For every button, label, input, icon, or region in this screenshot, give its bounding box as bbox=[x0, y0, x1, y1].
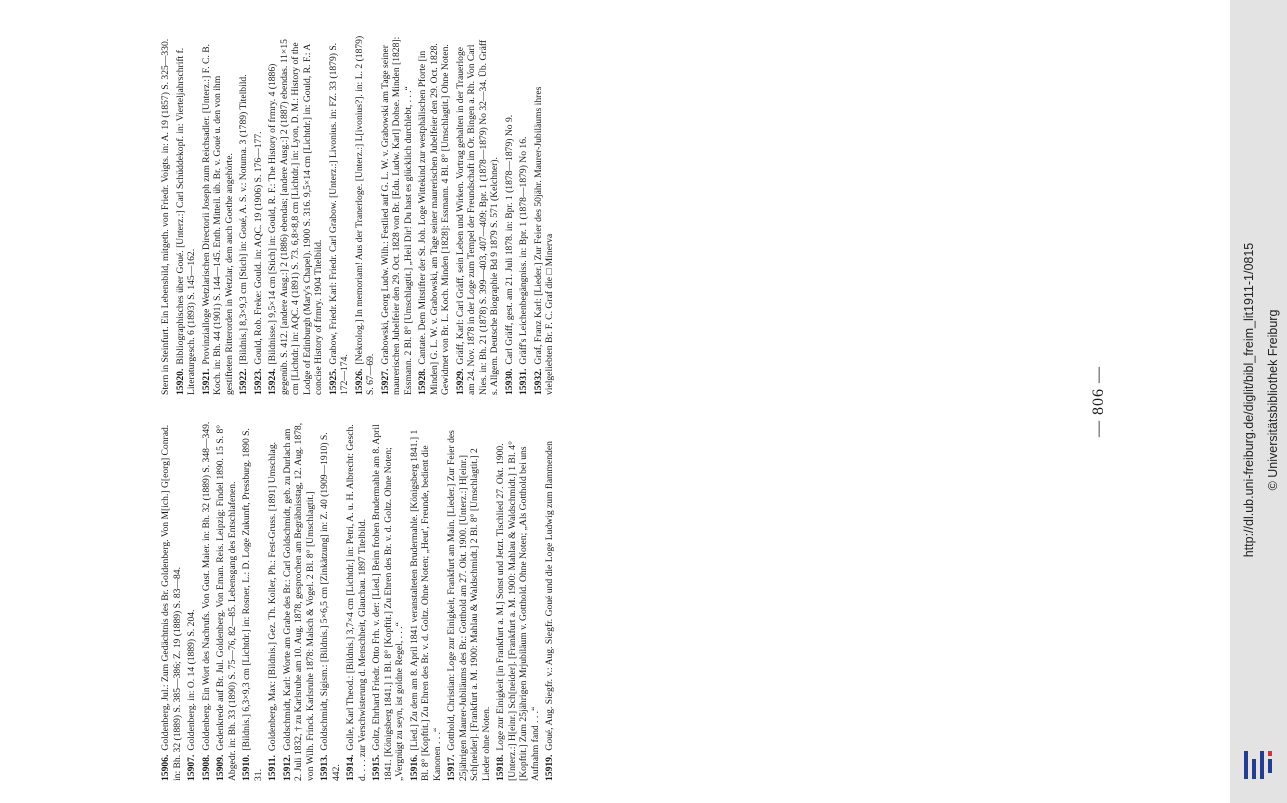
entry-text: Carl Gräff, gest. am 21. Juli 1878. in: Bpr. 1 (1878—1879) No 9. bbox=[503, 114, 515, 365]
entry-number: 15910. bbox=[241, 754, 252, 781]
entry-text: [Bildnisse.] 9,5×14 cm [Stich] in: Gould, R. F.: The History of frmry. 4 (1886) gegenüb. S. 412. [andere Ausg.:] 2 (1886) ebendas; [andere Ausg.:] 2 (1887) ebendas. 11×15 cm [Lichtdr.] in: AQC. 4 (1891) S. 73. 6,8×8,8 cm [Lichtdr.] in: Lyon, D. M.: History of the Lodge of Edinburgh (Mary's Chapel). 1900 S. 316. 9,5×14 cm [Lichtdr.] in: Gould, R. F.: A concise History of frmry. 1904 Titelbild. bbox=[267, 39, 324, 395]
bibliography-entry bbox=[238, 35, 250, 395]
entry-number: 15916. bbox=[408, 754, 420, 781]
entry-text: Provinzialloge Wetzlarischen Directorii Joseph zum Reichsadler. [Unterz.:] F. C. B. Koch. in: Bh. 44 (1901) S. 144—145. Enth. Mitteil. üb. Br. v. Goué u. den von ihm gestifteten Ritterorden in Wetzlar, dem auch Goethe angehörte. bbox=[200, 43, 235, 395]
entry-text: Gräff's Leichenbegängniss. in: Bpr. 1 (1878—1879) No 16. bbox=[518, 136, 529, 365]
entry-number: 15917. bbox=[446, 754, 457, 781]
entry-text: Gould, Rob. Freke: Gould. in: AQC. 19 (1906) S. 176—177. bbox=[252, 131, 264, 365]
entry-number: 15931. bbox=[518, 368, 529, 395]
entry-text: [Nekrolog.] In memoriam! Aus der Tranerloge. [Unterz.:] L[ivonius?]. in: L. 2 (1879) S. 67—69. bbox=[353, 35, 376, 395]
bibliography-entry bbox=[533, 35, 556, 395]
entry-text: Golle, Karl Theod.: [Bildnis.] 3,7×4 cm [Lichtdr.] in: Petri, A. u. H. Albrecht: Gesch. d. . . . zur Verschwisterung d. Menschheit, Glauchau. 1897 Titelbild. bbox=[345, 424, 368, 781]
bibliography-entry bbox=[267, 35, 325, 395]
bibliography-entry bbox=[319, 421, 342, 781]
entry-number: 15913. bbox=[319, 754, 330, 781]
left-column bbox=[160, 421, 1200, 781]
bibliography-entry bbox=[518, 35, 530, 395]
entry-number: 15919. bbox=[544, 754, 555, 781]
entry-number: 15914. bbox=[345, 754, 356, 781]
logo-bar-2 bbox=[1252, 759, 1256, 779]
bibliography-entry bbox=[495, 421, 541, 781]
bibliography-entry bbox=[160, 421, 183, 781]
bibliography-entry bbox=[544, 421, 556, 781]
ub-freiburg-logo-icon bbox=[1238, 745, 1278, 785]
entry-text: Gräff, Karl: Carl Gräff, sein Leben und Wirken. Vortrag gehalten in der Trauerloge am 24. Nov. 1878 in der Loge zum Tempel der Freundschaft im Or. Bingen a. Rh. Von Carl Nies. in: Bh. 21 (1878) S. 399—403, 407—409; Bpr. 1 (1878—1879) No 32—34. Üb. Gräff s. Allgem. Deutsche Biographie Bd 9 1879 S. 571 (Kelchner). bbox=[454, 39, 500, 395]
entry-text: [Lied.] Zu dem am 8. April 1841 veranstalteten Brudermahle. [Königsberg 1841.] 1 Bl. 8° [Kopftit.] Zu Ehren des Br. v. d. Goltz. Ohne Noten; „Heut', Freunde, bedient die Kanonen . . .“ bbox=[408, 429, 443, 781]
entry-number: 15909. bbox=[215, 754, 226, 781]
entry-text: Goldenberg. Ein Wort des Nachrufs. Von Gust. Maier. in: Bh. 32 (1889) S. 348—349. bbox=[200, 421, 212, 751]
entry-number: 15928. bbox=[417, 368, 428, 395]
entry-text: Goldenberg, Max: [Bildnis.] Gez. Th. Koller, Ph.: Fest-Gruss. [1891] Umschlag. bbox=[267, 441, 278, 752]
entry-text: Goldschmidt, Sigism.: [Bildnis.] 5×6,5 cm [Zinkätzung] in: Z. 40 (1909—1910) S. 442. bbox=[319, 432, 342, 781]
bibliography-entry bbox=[253, 35, 265, 395]
document-url[interactable]: http://dl.ub.uni-freiburg.de/diglit/bibl_freim_lit1911-1/0815 bbox=[1242, 242, 1256, 558]
bibliography-entry bbox=[267, 421, 279, 781]
logo-accent bbox=[1268, 751, 1272, 756]
bibliography-entry bbox=[175, 35, 198, 395]
logo-bar-3 bbox=[1260, 751, 1264, 779]
entry-number: 15918. bbox=[495, 754, 506, 781]
entry-number: 15915. bbox=[371, 754, 382, 781]
entry-number: 15923. bbox=[252, 368, 264, 395]
entry-number: 15932. bbox=[532, 368, 544, 395]
bibliography-entry bbox=[354, 35, 377, 395]
bibliography-entry bbox=[160, 35, 172, 395]
bibliography-entry bbox=[328, 35, 351, 395]
entry-number: 15925. bbox=[327, 368, 339, 395]
bibliography-entry bbox=[345, 421, 368, 781]
entry-text: Loge zur Einigkeit [in Frankfurt a. M.] Sonst und Jetzt. Tischlied 27. Okt. 1900. [Unterz.:] H[einr.] Sch[neider]. [Frankfurt a. M. 1900: Mahlau & Waldschmidt.] 1 Bl. 4° [Kopftit.] Zum 25jährigen Mrjubiläum v. Gotthold. Ohne Noten; „Als Gotthold bei uns Aufnahm fand . . .“ bbox=[495, 441, 541, 781]
entry-text: Goldenberg. in: O. 14 (1889) S. 204. bbox=[186, 609, 197, 751]
entry-text: Cantate. Dem Mitstifter der St. Joh. Loge Wittekind zur westphälischen Pforte [in Minden] G. L. W. v. Grabowski, am Tage seiner maurerischen Jubelfeier den 29. Oct. 1828. Gewidmet von Br. L. Koch. Minden [1828]: Essmann. 4 Bl. 8° [Umschlagtit.] Ohne Noten. bbox=[417, 43, 451, 395]
bibliography-entry bbox=[201, 421, 213, 781]
entry-number: 15927. bbox=[379, 368, 391, 395]
entry-number: 15912. bbox=[281, 754, 293, 781]
entry-number: 15908. bbox=[200, 754, 212, 781]
logo-bar-1 bbox=[1244, 751, 1248, 779]
entry-text: Goldenberg, Jul.: Zum Gedächtnis des Br. Goldenberg. Von M[ich.] G[eorg] Conrad. in: Bh. 32 (1889) S. 385—386; Z. 19 (1889) S. 83—84. bbox=[160, 424, 183, 781]
bibliography-entry bbox=[201, 35, 236, 395]
entry-number: 15929. bbox=[454, 368, 466, 395]
logo-bar-4 bbox=[1268, 759, 1272, 773]
entry-text: Bibliographisches über Goué. [Unterz.:] Carl Schüddekopf. in: Vierteljahrschrift f. Literaturgesch. 6 (1893) S. 145—162. bbox=[174, 47, 197, 395]
right-column bbox=[160, 35, 1200, 395]
entry-number: 15907. bbox=[186, 754, 197, 781]
entry-text: [Bildnis.] 8,3×9,3 cm [Stich] in: Goué, A. S. v.: Notuma. 3 (1789) Titelbild. bbox=[238, 74, 249, 365]
page-number: — 806 — bbox=[1090, 366, 1107, 437]
entry-number: 15906. bbox=[160, 754, 171, 781]
entry-text: [Bildnis.] 6,3×9,3 cm [Lichtdr.] in: Rosner, L.: D. Loge Zukunft, Pressburg. 1890 S. 31. bbox=[241, 428, 264, 781]
bibliography-entry bbox=[417, 35, 452, 395]
entry-number: 15922. bbox=[238, 368, 249, 395]
entry-text: Goldschmidt, Karl: Worte am Grabe des Br.: Carl Goldschmidt, geb. zu Durlach am 2. Juli 1832, † zu Karlsruhe am 10. Aug. 1878, gesprochen am Begräbnisstag, 12. Aug. 1878, von Wilh. Frinck. Karlsruhe 1878: Malsch & Vogel. 2 Bl. 8° [Umschlagtit.] bbox=[281, 422, 316, 781]
bibliography-entry bbox=[215, 421, 238, 781]
bibliography-entry bbox=[380, 35, 415, 395]
bibliography-entry bbox=[282, 421, 317, 781]
entry-text: Goué, Aug. Siegfr. v.: Aug. Siegfr. Goué und die Loge Ludwig zum flammenden bbox=[544, 441, 555, 751]
entry-text: Grabowski, Georg Ludw. Wilh.: Festlied auf G. L. W. v. Grabowski am Tage seiner maurerischen Jubelfeier den 29. Oct. 1828 von Br. [Edu. Ludw. Karl] Dohse. Minden [1828]: Essmann. 2 Bl. 8° [Umschlagtit.] „Heil Dir! Du hast es glücklich durchlebt, . . .“ bbox=[379, 36, 414, 395]
entry-number: 15911. bbox=[267, 755, 278, 781]
entry-text: Graf, Franz Karl: [Lieder.] Zur Feier des 50jähr. Maurer-Jubiläums ihres vielgeliebten Br. F. C. Graf die □ Minerva bbox=[532, 86, 555, 395]
copyright-notice: © Universitätsbibliothek Freiburg bbox=[1266, 309, 1280, 491]
bibliography-entry bbox=[504, 35, 516, 395]
bibliography-entry bbox=[446, 421, 492, 781]
bibliography-entry bbox=[409, 421, 444, 781]
bibliography-entry bbox=[241, 421, 264, 781]
entry-text: Grabow, Friedr. Karl: Friedr. Carl Grabow. [Unterz.:] Livonius. in: FZ. 33 (1879) S. 172—174. bbox=[327, 42, 350, 395]
entry-number: 15930. bbox=[503, 368, 515, 395]
entry-text: Goltz, Ehrhard Friedr. Otto Frh. v. der: [Lied.] Beim frohen Brudermahle am 8. April 1841. [Königsberg 1841.] 1 Bl. 8° [Kopftit.] Zu Ehren des Br. v. d. Goltz. Ohne Noten; „Vergnügt zu seyn, ist goldne Regel, . . .“ bbox=[371, 424, 405, 781]
entry-text: Gedenkrede auf Br. Jul. Goldenberg. Von Eman. Reis. Leipzig: Findel 1890. 15 S. 8° Abgedr. in: Bh. 33 (1890) S. 75—76, 82—85. Lebensgang des Entschlafenen. bbox=[215, 424, 238, 781]
bibliography-entry bbox=[186, 421, 198, 781]
library-sidebar bbox=[1230, 0, 1287, 803]
entry-text: Gotthold, Christian: Loge zur Einigkeit, Frankfurt am Main. [Lieder.] Zur Feier des 25jährigen Maurer-Jubiläums des Br.: Gotthold am 27. Okt. 1900. [Unterz.:] H[einr.] Sch[neider]. [Frankfurt a. M. 1900: Mahlau & Waldschmidt.] 2 Bl. 8° [Umschlagtit.] 2 Lieder ohne Noten. bbox=[446, 430, 492, 781]
bibliography-entry bbox=[371, 421, 406, 781]
entry-number: 15926. bbox=[353, 368, 365, 395]
entry-number: 15920. bbox=[174, 368, 186, 395]
bibliography-entry bbox=[455, 35, 501, 395]
entry-number: 15921. bbox=[200, 368, 212, 395]
entry-number: 15924. bbox=[267, 368, 278, 395]
entry-text: Stern in Steinfurt. Ein Lebensbild, mitgeth. von Friedr. Voigts. in: A. 19 (1857) S. 325—330. bbox=[160, 38, 171, 395]
